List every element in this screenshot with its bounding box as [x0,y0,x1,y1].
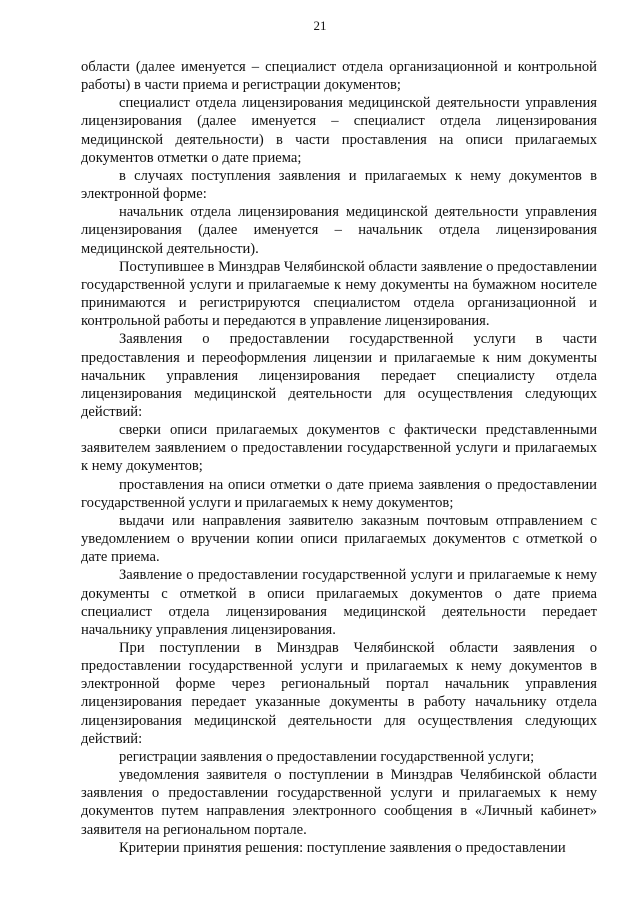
paragraph: выдачи или направления заявителю заказным почтовым отправлением с уведомлением о вручении копии описи прилагаемых документов с отметкой о дате приема. [81,512,597,566]
page-number: 21 [313,18,327,33]
paragraph: Критерии принятия решения: поступление заявления о предоставлении [119,839,566,856]
document-body [81,58,597,857]
paragraph: специалист отдела лицензирования медицинской деятельности управления лицензирования (далее именуется – специалист отдела лицензирования медицинской деятельности) в части проставления на описи прилагаемых документов отметки о дате приема; [81,95,597,166]
paragraph: в случаях поступления заявления и прилагаемых к нему документов в электронной форме: [81,167,597,203]
paragraph: Заявление о предоставлении государственной услуги и прилагаемые к нему документы с отметкой в описи прилагаемых документов о дате приема специалист отдела лицензирования медицинской деятельности передает начальнику управления лицензирования. [81,567,597,638]
paragraph: Поступившее в Минздрав Челябинской области заявление о предоставлении государственной услуги и прилагаемые к нему документы на бумажном носителе принимаются и регистрируются специалистом отдела организационной и контрольной работы и передаются в управление лицензирования. [81,258,597,330]
paragraph: начальник отдела лицензирования медицинской деятельности управления лицензирования (далее именуется – начальник отдела лицензирования медицинской деятельности). [81,204,597,257]
paragraph: регистрации заявления о предоставлении государственной услуги; [119,748,535,765]
paragraph: При поступлении в Минздрав Челябинской области заявления о предоставлении государственной услуги и прилагаемых к нему документов в электронной форме через региональный портал начальник управления лицензирования передает указанные документы в работу начальнику отдела лицензирования медицинской деятельности для осуществления следующих действий: [81,640,597,747]
paragraph: проставления на описи отметки о дате приема заявления о предоставлении государственной услуги и прилагаемых к нему документов; [81,476,597,511]
paragraph: области (далее именуется – специалист отдела организационной и контрольной работы) в части приема и регистрации документов; [81,59,597,94]
paragraph: Заявления о предоставлении государственной услуги в части предоставления и переоформления лицензии и прилагаемые к ним документы начальник управления лицензирования передает специалисту отдела лицензирования медицинской деятельности для осуществления следующих действий: [81,331,597,420]
paragraph: уведомления заявителя о поступлении в Минздрав Челябинской области заявления о предоставлении государственной услуги и прилагаемых к нему документов путем направления электронного сообщения в «Личный кабинет» заявителя на региональном портале. [81,767,597,838]
paragraph: сверки описи прилагаемых документов с фактически представленными заявителем заявлением о предоставлении государственной услуги и прилагаемых к нему документов; [81,422,597,475]
